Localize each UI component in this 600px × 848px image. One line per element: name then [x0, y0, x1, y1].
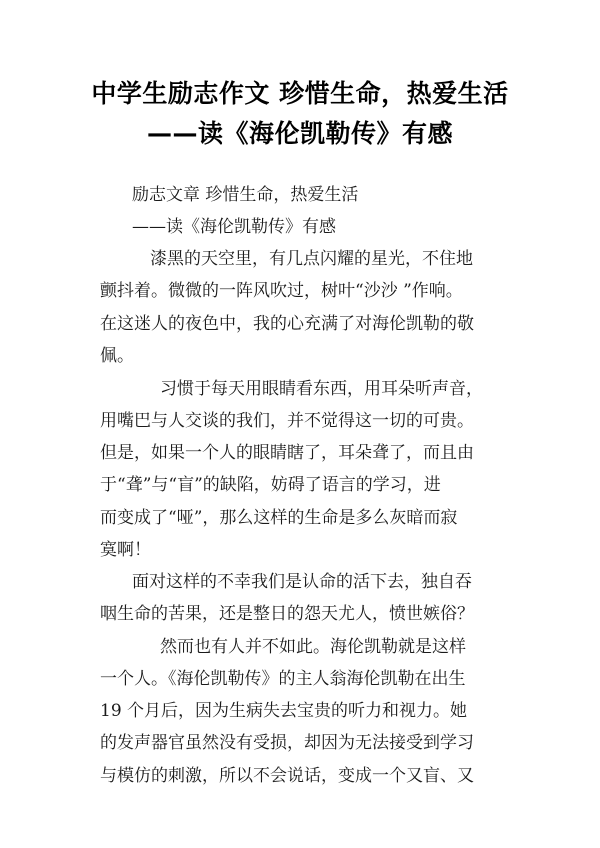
- body-line: 然而也有人并不如此。海伦凯勒就是这样: [160, 637, 466, 657]
- body-line: 颤抖着。微微的一阵风吹过，树叶“沙沙 ”作响。: [100, 281, 463, 301]
- body-line: 励志文章 珍惜生命，热爱生活: [132, 185, 359, 205]
- body-line: 习惯于每天用眼睛看东西，用耳朵听声音，: [160, 379, 483, 399]
- body-line: 19 个月后，因为生病失去宝贵的听力和视力。她: [100, 701, 468, 721]
- title-line-2: ——读《海伦凯勒传》有感: [146, 119, 453, 148]
- body-line: 用嘴巴与人交谈的我们，并不觉得这一切的可贵。: [100, 411, 474, 431]
- body-line: 咽生命的苦果，还是整日的怨天尤人，愤世嫉俗？: [100, 604, 474, 624]
- body-line: 于“聋”与“盲”的缺陷，妨碍了语言的学习，进: [100, 475, 441, 495]
- body-line: ——读《海伦凯勒传》有感: [132, 217, 336, 237]
- body-line: 而变成了“哑”，那么这样的生命是多么灰暗而寂: [100, 508, 458, 528]
- body-line: 在这迷人的夜色中，我的心充满了对海伦凯勒的敬: [100, 314, 474, 334]
- body-line: 佩。: [100, 346, 134, 366]
- body-line: 一个人。《海伦凯勒传》的主人翁海伦凯勒在出生: [100, 669, 466, 689]
- title-line-1: 中学生励志作文 珍惜生命，热爱生活: [91, 79, 509, 108]
- body-line: 面对这样的不幸我们是认命的活下去，独自吞: [132, 572, 472, 592]
- body-line: 但是，如果一个人的眼睛瞎了，耳朵聋了，而且由: [100, 443, 474, 463]
- body-line: 漆黑的天空里，有几点闪耀的星光，不住地: [150, 249, 473, 269]
- body-line: 的发声器官虽然没有受损，却因为无法接受到学习: [100, 733, 474, 753]
- body-line: 寞啊！: [100, 540, 151, 560]
- body-line: 与模仿的刺激，所以不会说话，变成一个又盲、又: [100, 766, 474, 786]
